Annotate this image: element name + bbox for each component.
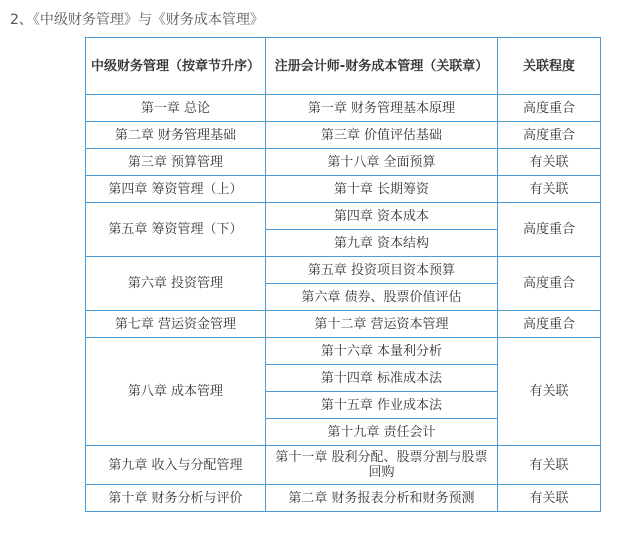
table-row bbox=[86, 446, 601, 485]
intermediate-chapter-cell: 第二章 财务管理基础 bbox=[86, 122, 266, 149]
cpa-chapter-cell: 第一章 财务管理基本原理 bbox=[266, 95, 498, 122]
cpa-chapter-cell: 第九章 资本结构 bbox=[266, 230, 498, 257]
cpa-chapter-cell: 第十五章 作业成本法 bbox=[266, 392, 498, 419]
intermediate-chapter-cell: 第八章 成本管理 bbox=[86, 338, 266, 446]
cpa-chapter-cell: 第十一章 股利分配、股票分割与股票回购 bbox=[266, 446, 498, 485]
relevance-cell: 有关联 bbox=[498, 149, 601, 176]
intermediate-chapter-cell: 第九章 收入与分配管理 bbox=[86, 446, 266, 485]
cpa-chapter-cell: 第十六章 本量利分析 bbox=[266, 338, 498, 365]
cpa-chapter-cell: 第六章 债券、股票价值评估 bbox=[266, 284, 498, 311]
table-row bbox=[86, 122, 601, 149]
header-relevance: 关联程度 bbox=[498, 38, 601, 95]
cpa-chapter-cell: 第十九章 责任会计 bbox=[266, 419, 498, 446]
header-cpa-chapter: 注册会计师-财务成本管理（关联章） bbox=[266, 38, 498, 95]
intermediate-chapter-cell: 第三章 预算管理 bbox=[86, 149, 266, 176]
intermediate-chapter-cell: 第六章 投资管理 bbox=[86, 257, 266, 311]
relevance-cell: 有关联 bbox=[498, 446, 601, 485]
cpa-chapter-cell: 第十四章 标准成本法 bbox=[266, 365, 498, 392]
table-row bbox=[86, 485, 601, 512]
intermediate-chapter-cell: 第十章 财务分析与评价 bbox=[86, 485, 266, 512]
intermediate-chapter-cell: 第一章 总论 bbox=[86, 95, 266, 122]
table-row bbox=[86, 257, 601, 284]
table-row bbox=[86, 95, 601, 122]
relevance-cell: 高度重合 bbox=[498, 95, 601, 122]
relevance-cell: 有关联 bbox=[498, 176, 601, 203]
intermediate-chapter-cell: 第四章 筹资管理（上） bbox=[86, 176, 266, 203]
cpa-chapter-cell: 第五章 投资项目资本预算 bbox=[266, 257, 498, 284]
cpa-chapter-cell: 第十八章 全面预算 bbox=[266, 149, 498, 176]
relevance-cell: 有关联 bbox=[498, 485, 601, 512]
cpa-chapter-cell: 第二章 财务报表分析和财务预测 bbox=[266, 485, 498, 512]
cpa-chapter-cell: 第十章 长期筹资 bbox=[266, 176, 498, 203]
intermediate-chapter-cell: 第七章 营运资金管理 bbox=[86, 311, 266, 338]
relevance-cell: 高度重合 bbox=[498, 203, 601, 257]
table-row bbox=[86, 176, 601, 203]
section-heading: 2、《中级财务管理》与《财务成本管理》 bbox=[10, 12, 264, 28]
table-row bbox=[86, 338, 601, 365]
cpa-chapter-cell: 第四章 资本成本 bbox=[266, 203, 498, 230]
header-intermediate-chapter: 中级财务管理（按章节升序） bbox=[86, 38, 266, 95]
relevance-cell: 有关联 bbox=[498, 338, 601, 446]
relevance-cell: 高度重合 bbox=[498, 122, 601, 149]
table-row bbox=[86, 149, 601, 176]
relevance-cell: 高度重合 bbox=[498, 257, 601, 311]
chapter-mapping-table bbox=[85, 37, 601, 512]
table-header-row bbox=[86, 38, 601, 95]
table-row bbox=[86, 203, 601, 230]
cpa-chapter-cell: 第三章 价值评估基础 bbox=[266, 122, 498, 149]
relevance-cell: 高度重合 bbox=[498, 311, 601, 338]
intermediate-chapter-cell: 第五章 筹资管理（下） bbox=[86, 203, 266, 257]
cpa-chapter-cell: 第十二章 营运资本管理 bbox=[266, 311, 498, 338]
table-row bbox=[86, 311, 601, 338]
